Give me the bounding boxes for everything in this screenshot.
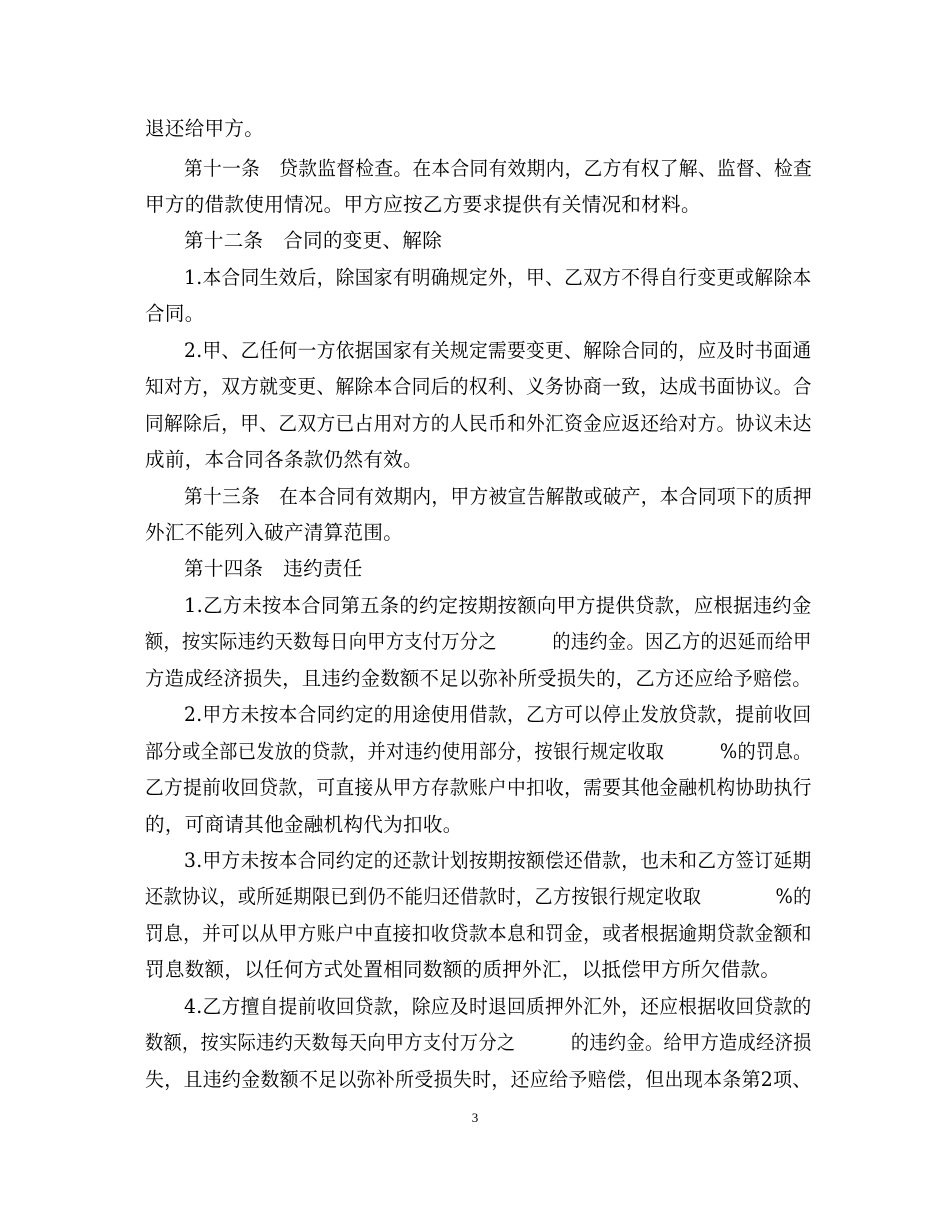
text-line: 1.本合同生效后，除国家有明确规定外，甲、乙双方不得自行变更或解除本 [184, 266, 812, 289]
text-line: 1.乙方未按本合同第五条的约定按期按额向甲方提供贷款，应根据违约金 [184, 594, 812, 617]
page-number: 3 [471, 1110, 479, 1125]
text-line: 第十三条 在本合同有效期内，甲方被宣告解散或破产，本合同项下的质押 [184, 485, 813, 508]
text-line: 数额，按实际违约天数每天向甲方支付万分之 的违约金。给甲方造成经济损 [145, 1031, 812, 1054]
text-line: 的，可商请其他金融机构代为扣收。 [145, 813, 463, 836]
text-line: 部分或全部已发放的贷款，并对违约使用部分，按银行规定收取 %的罚息。 [145, 740, 812, 763]
text-line: 合同。 [145, 302, 205, 325]
text-line: 第十二条 合同的变更、解除 [184, 229, 443, 252]
text-line: 第十一条 贷款监督检查。在本合同有效期内，乙方有权了解、监督、检查 [184, 157, 813, 180]
text-line: 外汇不能列入破产清算范围。 [145, 521, 404, 544]
text-line: 3.甲方未按本合同约定的还款计划按期按额偿还借款，也未和乙方签订延期 [184, 849, 812, 872]
text-line: 方造成经济损失，且违约金数额不足以弥补所受损失的，乙方还应给予赔偿。 [145, 667, 812, 690]
text-line: 罚息，并可以从甲方账户中直接扣收贷款本息和罚金，或者根据逾期贷款金额和 [145, 922, 812, 945]
text-line: 同解除后，甲、乙双方已占用对方的人民币和外汇资金应返还给对方。协议未达 [145, 412, 812, 435]
text-line: 知对方，双方就变更、解除本合同后的权利、义务协商一致，达成书面协议。合 [145, 375, 812, 398]
text-line: 4.乙方擅自提前收回贷款，除应及时退回质押外汇外，还应根据收回贷款的 [184, 995, 812, 1018]
text-line: 退还给甲方。 [145, 117, 265, 140]
text-line: 2.甲方未按本合同约定的用途使用借款，乙方可以停止发放贷款，提前收回 [184, 703, 812, 726]
text-line: 乙方提前收回贷款，可直接从甲方存款账户中扣收，需要其他金融机构协助执行 [145, 776, 812, 799]
text-line: 失，且违约金数额不足以弥补所受损失时，还应给予赔偿，但出现本条第2项、 [145, 1068, 812, 1091]
text-line: 额，按实际违约天数每日向甲方支付万分之 的违约金。因乙方的迟延而给甲 [145, 630, 812, 653]
text-line: 罚息数额，以任何方式处置相同数额的质押外汇，以抵偿甲方所欠借款。 [145, 958, 781, 981]
text-line: 甲方的借款使用情况。甲方应按乙方要求提供有关情况和材料。 [145, 193, 701, 216]
text-line: 第十四条 违约责任 [184, 557, 363, 580]
text-line: 2.甲、乙任何一方依据国家有关规定需要变更、解除合同的，应及时书面通 [184, 339, 812, 362]
text-line: 还款协议，或所延期限已到仍不能归还借款时，乙方按银行规定收取 %的 [145, 885, 812, 908]
text-line: 成前，本合同各条款仍然有效。 [145, 448, 423, 471]
